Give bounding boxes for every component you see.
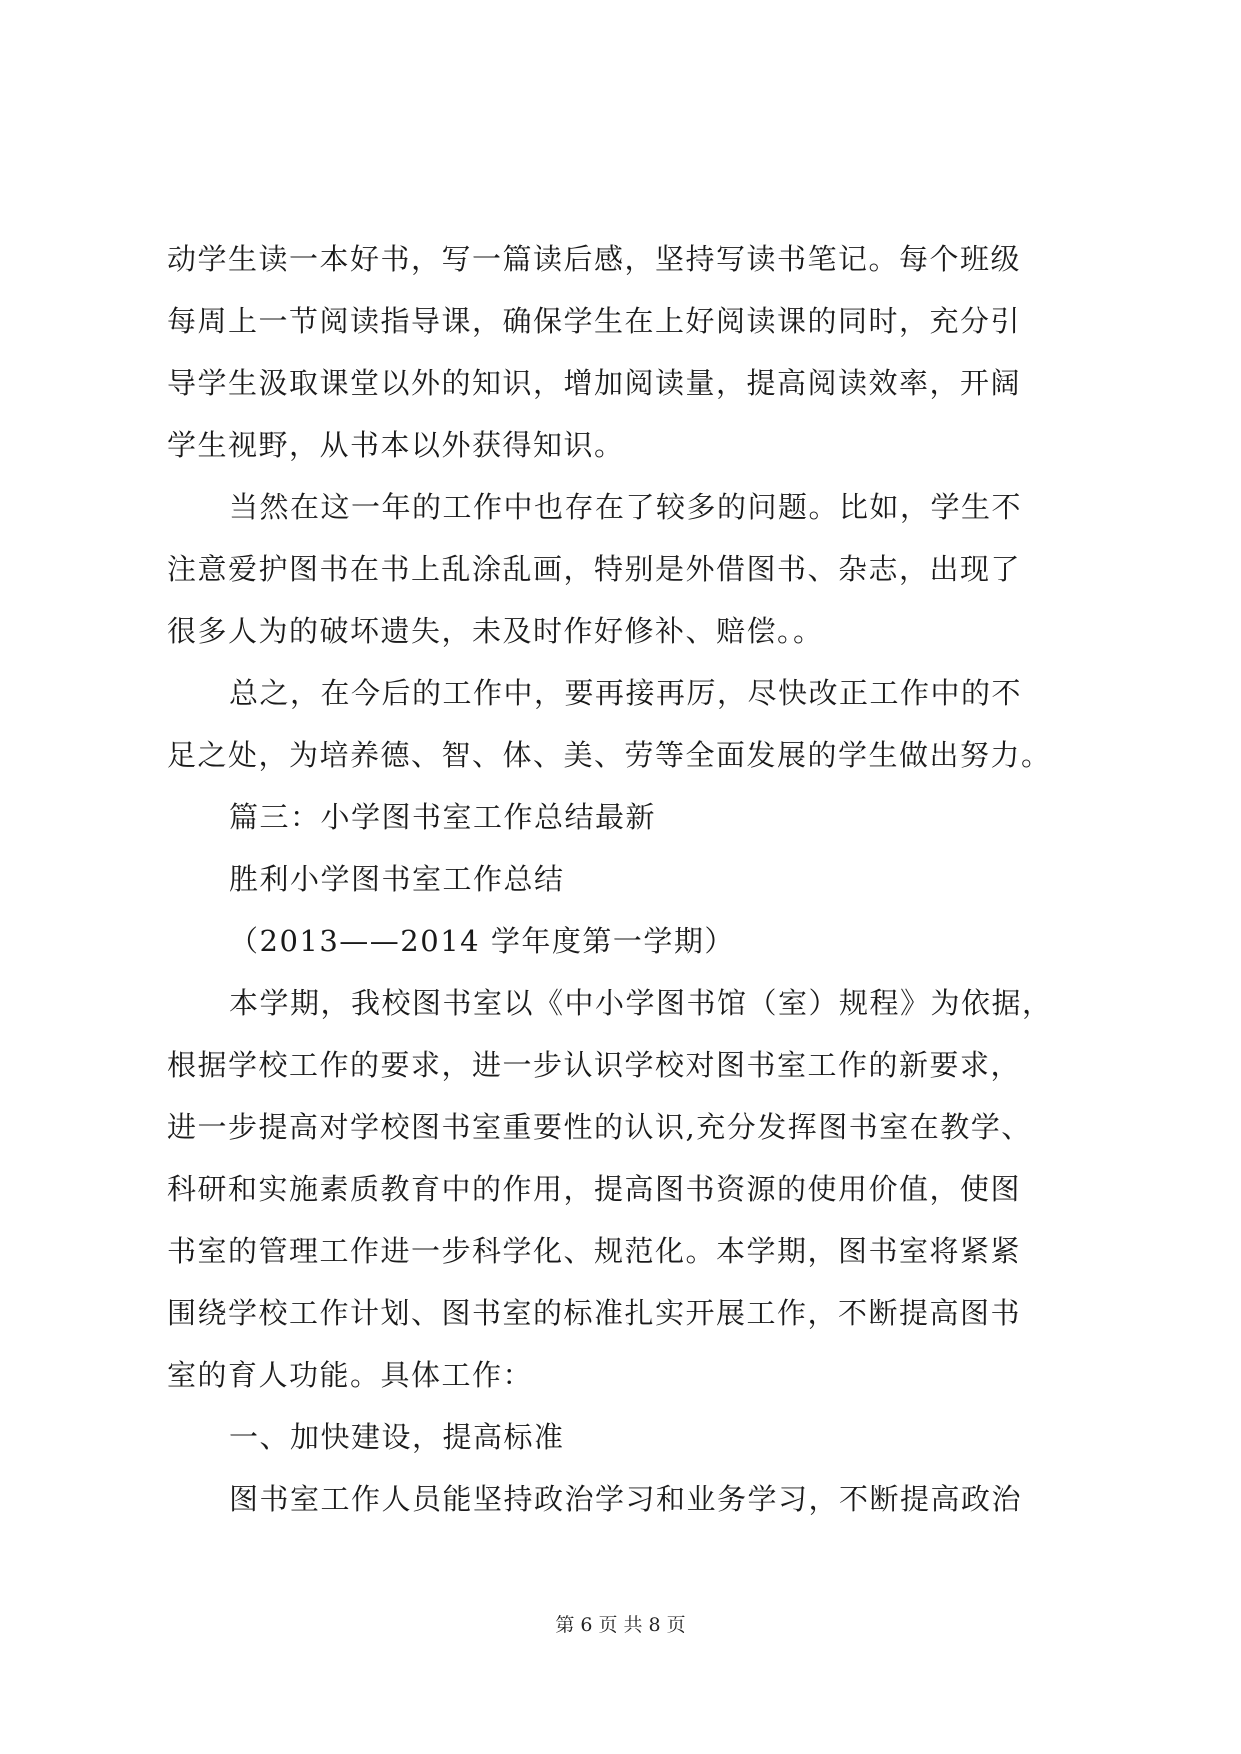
document-body (167, 228, 1082, 1530)
text-line: 书室的管理工作进一步科学化、规范化。本学期，图书室将紧紧 (167, 1234, 1022, 1268)
text-line: 科研和实施素质教育中的作用，提高图书资源的使用价值，使图 (167, 1172, 1022, 1206)
text-line: 一、加快建设，提高标准 (229, 1420, 565, 1454)
text-line: 学生视野，从书本以外获得知识。 (167, 428, 625, 462)
text-line: 围绕学校工作计划、图书室的标准扎实开展工作，不断提高图书 (167, 1296, 1022, 1330)
text-line: 胜利小学图书室工作总结 (229, 862, 565, 896)
text-line: 导学生汲取课堂以外的知识，增加阅读量，提高阅读效率，开阔 (167, 366, 1022, 400)
text-line: 进一步提高对学校图书室重要性的认识,充分发挥图书室在教学、 (167, 1110, 1032, 1144)
text-line: 本学期，我校图书室以《中小学图书馆（室）规程》为依据， (229, 986, 1053, 1020)
text-line: 篇三：小学图书室工作总结最新 (229, 800, 657, 834)
text-line: （2013——2014 学年度第一学期） (229, 924, 735, 958)
text-line: 足之处，为培养德、智、体、美、劳等全面发展的学生做出努力。 (167, 738, 1052, 772)
page-footer: 第 6 页 共 8 页 (555, 1614, 686, 1636)
text-line: 动学生读一本好书，写一篇读后感，坚持写读书笔记。每个班级 (167, 242, 1022, 276)
text-line: 根据学校工作的要求，进一步认识学校对图书室工作的新要求， (167, 1048, 1022, 1082)
text-line: 当然在这一年的工作中也存在了较多的问题。比如，学生不 (229, 490, 1023, 524)
text-line: 每周上一节阅读指导课，确保学生在上好阅读课的同时，充分引 (167, 304, 1022, 338)
text-line: 总之，在今后的工作中，要再接再厉，尽快改正工作中的不 (229, 676, 1023, 710)
text-line: 室的育人功能。具体工作： (167, 1358, 534, 1392)
text-line: 注意爱护图书在书上乱涂乱画，特别是外借图书、杂志，出现了 (167, 552, 1022, 586)
text-line: 很多人为的破坏遗失，未及时作好修补、赔偿。。 (167, 614, 824, 648)
text-line: 图书室工作人员能坚持政治学习和业务学习，不断提高政治 (229, 1482, 1023, 1516)
